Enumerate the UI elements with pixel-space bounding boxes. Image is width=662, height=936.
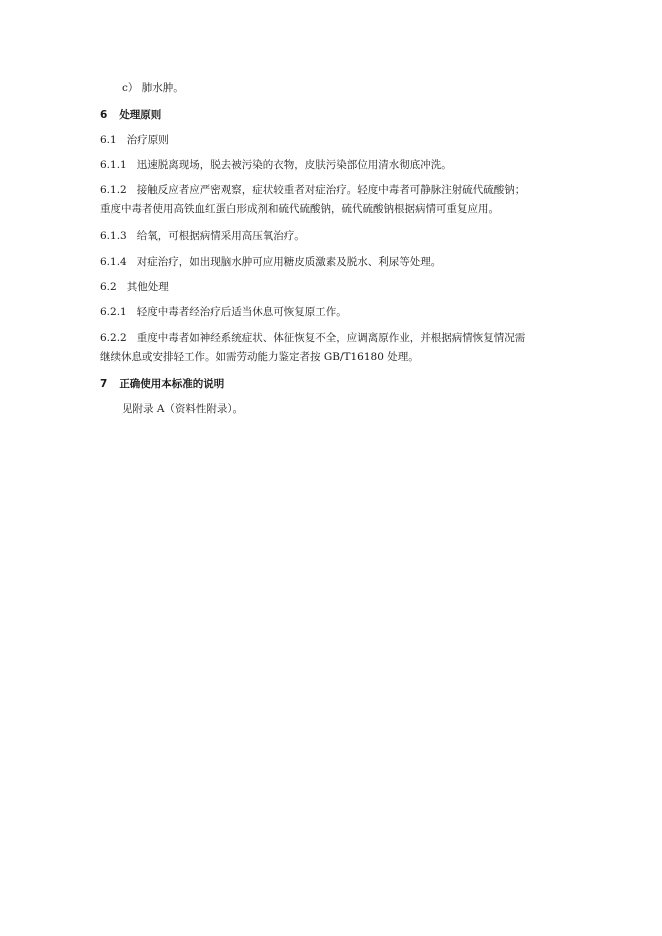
clause-number: 6.1.4: [100, 256, 127, 268]
clause-6-1-4: [100, 255, 570, 269]
subsection-number: 6.1: [100, 134, 117, 146]
clause-6-1-2: [100, 183, 570, 197]
subsection-title: 治疗原则: [126, 134, 169, 146]
section-title: 处理原则: [119, 109, 162, 121]
list-item-c-text: c） 肺水肿。: [122, 82, 184, 94]
clause-6-2-2-continued: [100, 350, 570, 364]
clause-number: 6.2.2: [100, 332, 127, 344]
clause-number: 6.1.1: [100, 159, 127, 171]
clause-6-1-3: [100, 229, 570, 243]
clause-text: 迅速脱离现场，脱去被污染的衣物，皮肤污染部位用清水彻底冲洗。: [136, 159, 452, 171]
clause-text: 重度中毒者使用高铁血红蛋白形成剂和硫代硫酸钠，硫代硫酸钠根据病情可重复应用。: [100, 203, 499, 215]
clause-number: 6.2.1: [100, 306, 127, 318]
clause-text: 给氧，可根据病情采用高压氧治疗。: [136, 230, 305, 242]
clause-text: 接触反应者应严密观察，症状较重者对症治疗。轻度中毒者可静脉注射硫代硫酸钠；: [136, 184, 526, 196]
clause-number: 6.1.2: [100, 184, 127, 196]
section-heading-6: [100, 108, 570, 122]
section-7-body: [122, 402, 592, 416]
section-number: 6: [100, 109, 108, 121]
clause-6-1-2-continued: [100, 202, 570, 216]
list-item-c: [122, 81, 592, 95]
clause-number: 6.1.3: [100, 230, 127, 242]
subsection-title: 其他处理: [126, 281, 169, 293]
clause-6-2-2: [100, 331, 570, 345]
body-text: 见附录 A（资料性附录）。: [122, 403, 244, 415]
clause-text: 对症治疗，如出现脑水肿可应用糖皮质激素及脱水、利尿等处理。: [136, 256, 442, 268]
clause-6-2-1: [100, 305, 570, 319]
clause-6-1-1: [100, 158, 570, 172]
subsection-heading-6-1: [100, 133, 570, 147]
clause-text: 轻度中毒者经治疗后适当休息可恢复原工作。: [136, 306, 347, 318]
subsection-number: 6.2: [100, 281, 117, 293]
clause-text: 重度中毒者如神经系统症状、体征恢复不全，应调离原作业，并根据病情恢复情况需: [136, 332, 526, 344]
section-title: 正确使用本标准的说明: [119, 378, 225, 390]
clause-text: 继续休息或安排轻工作。如需劳动能力鉴定者按 GB/T16180 处理。: [100, 351, 419, 363]
section-heading-7: [100, 377, 570, 391]
subsection-heading-6-2: [100, 280, 570, 294]
section-number: 7: [100, 378, 108, 390]
